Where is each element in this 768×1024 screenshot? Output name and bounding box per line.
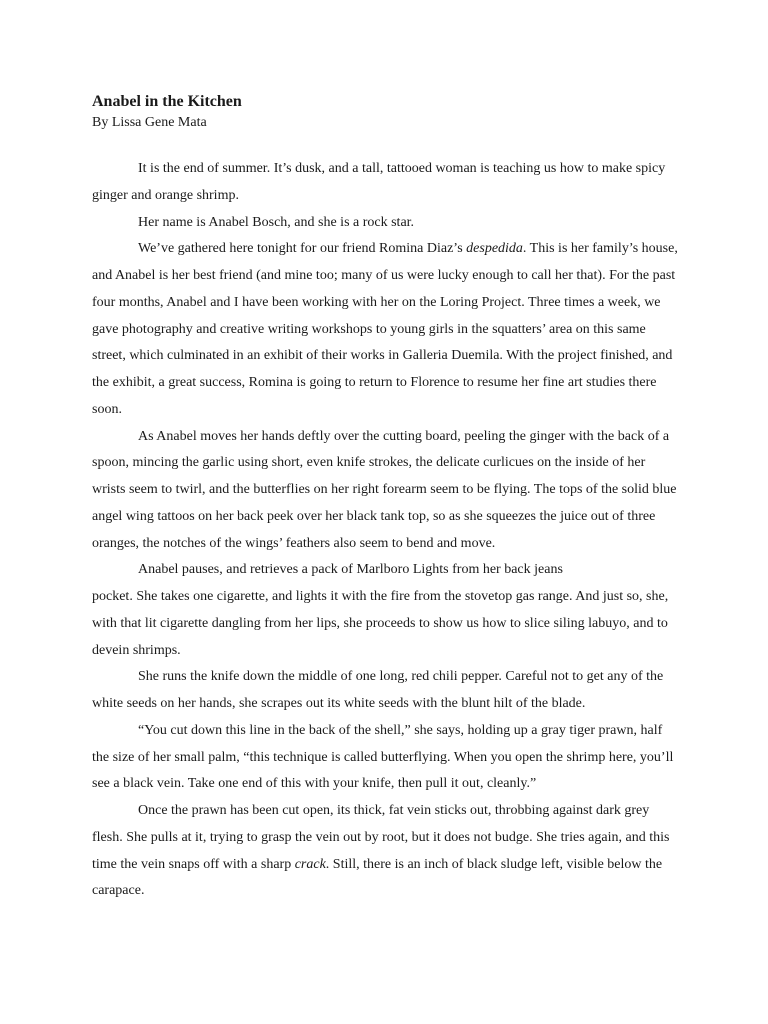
paragraph-5 (92, 557, 680, 664)
paragraph-8 (92, 798, 680, 905)
document-title: Anabel in the Kitchen (92, 93, 242, 110)
paragraph-4: As Anabel moves her hands deftly over the cutting board, peeling the ginger with the back of a spoon, mincing the garlic using short, even knife strokes, the delicate curlicues on the inside of her wrists seem to twirl, and the butterflies on her right forearm seem to be flying. The tops of the solid blue angel wing tattoos on her back peek over her black tank top, so as she squeezes the juice out of three oranges, the notches of the wings’ feathers also seem to bend and move. (92, 428, 677, 551)
paragraph-2: Her name is Anabel Bosch, and she is a rock star. (138, 214, 415, 230)
paragraph-3-italic-term: despedida (466, 241, 523, 257)
paragraph-5-rest: pocket. She takes one cigarette, and lights it with the fire from the stovetop gas range. And just so, she, with that lit cigarette dangling from her lips, she proceeds to show us how to slice siling labuyo, and to devein shrimps. (92, 589, 669, 658)
paragraph-5-first-line: Anabel pauses, and retrieves a pack of Marlboro Lights from her back jeans (138, 562, 563, 578)
paragraph-6: She runs the knife down the middle of one long, red chili pepper. Careful not to get any of the white seeds on her hands, she scrapes out its white seeds with the blunt hilt of the blade. (92, 669, 664, 711)
paragraph-3-text-end: . This is her family’s house, and Anabel is her best friend (and mine too; many of us were lucky enough to call her that). For the past four months, Anabel and I have been working with her on the Loring Project. Three times a week, we gave photography and creative writing workshops to young girls in the squatters’ area on this same street, which culminated in an exhibit of their works in Galleria Duemila. With the project finished, and the exhibit, a great success, Romina is going to return to Florence to resume her fine art studies there soon. (92, 241, 678, 417)
paragraph-8-text-end: . Still, there is an inch of black sludge left, visible below the carapace. (92, 856, 663, 899)
document-body (92, 156, 680, 905)
paragraph-1: It is the end of summer. It’s dusk, and a tall, tattooed woman is teaching us how to make spicy ginger and orange shrimp. (92, 161, 666, 203)
paragraph-8-text-start: Once the prawn has been cut open, its thick, fat vein sticks out, throbbing against dark grey flesh. She pulls at it, trying to grasp the vein out by root, but it does not budge. She tries again, and this time the vein snaps off with a sharp (92, 803, 670, 872)
paragraph-3 (92, 236, 680, 423)
paragraph-3-text-start: We’ve gathered here tonight for our friend Romina Diaz’s (138, 241, 467, 257)
paragraph-7: “You cut down this line in the back of the shell,” she says, holding up a gray tiger prawn, half the size of her small palm, “this technique is called butterflying. When you open the shrimp here, you’ll see a black vein. Take one end of this with your knife, then pull it out, cleanly.” (92, 722, 674, 792)
paragraph-8-italic-term: crack (294, 856, 326, 872)
document-byline: By Lissa Gene Mata (92, 115, 207, 130)
